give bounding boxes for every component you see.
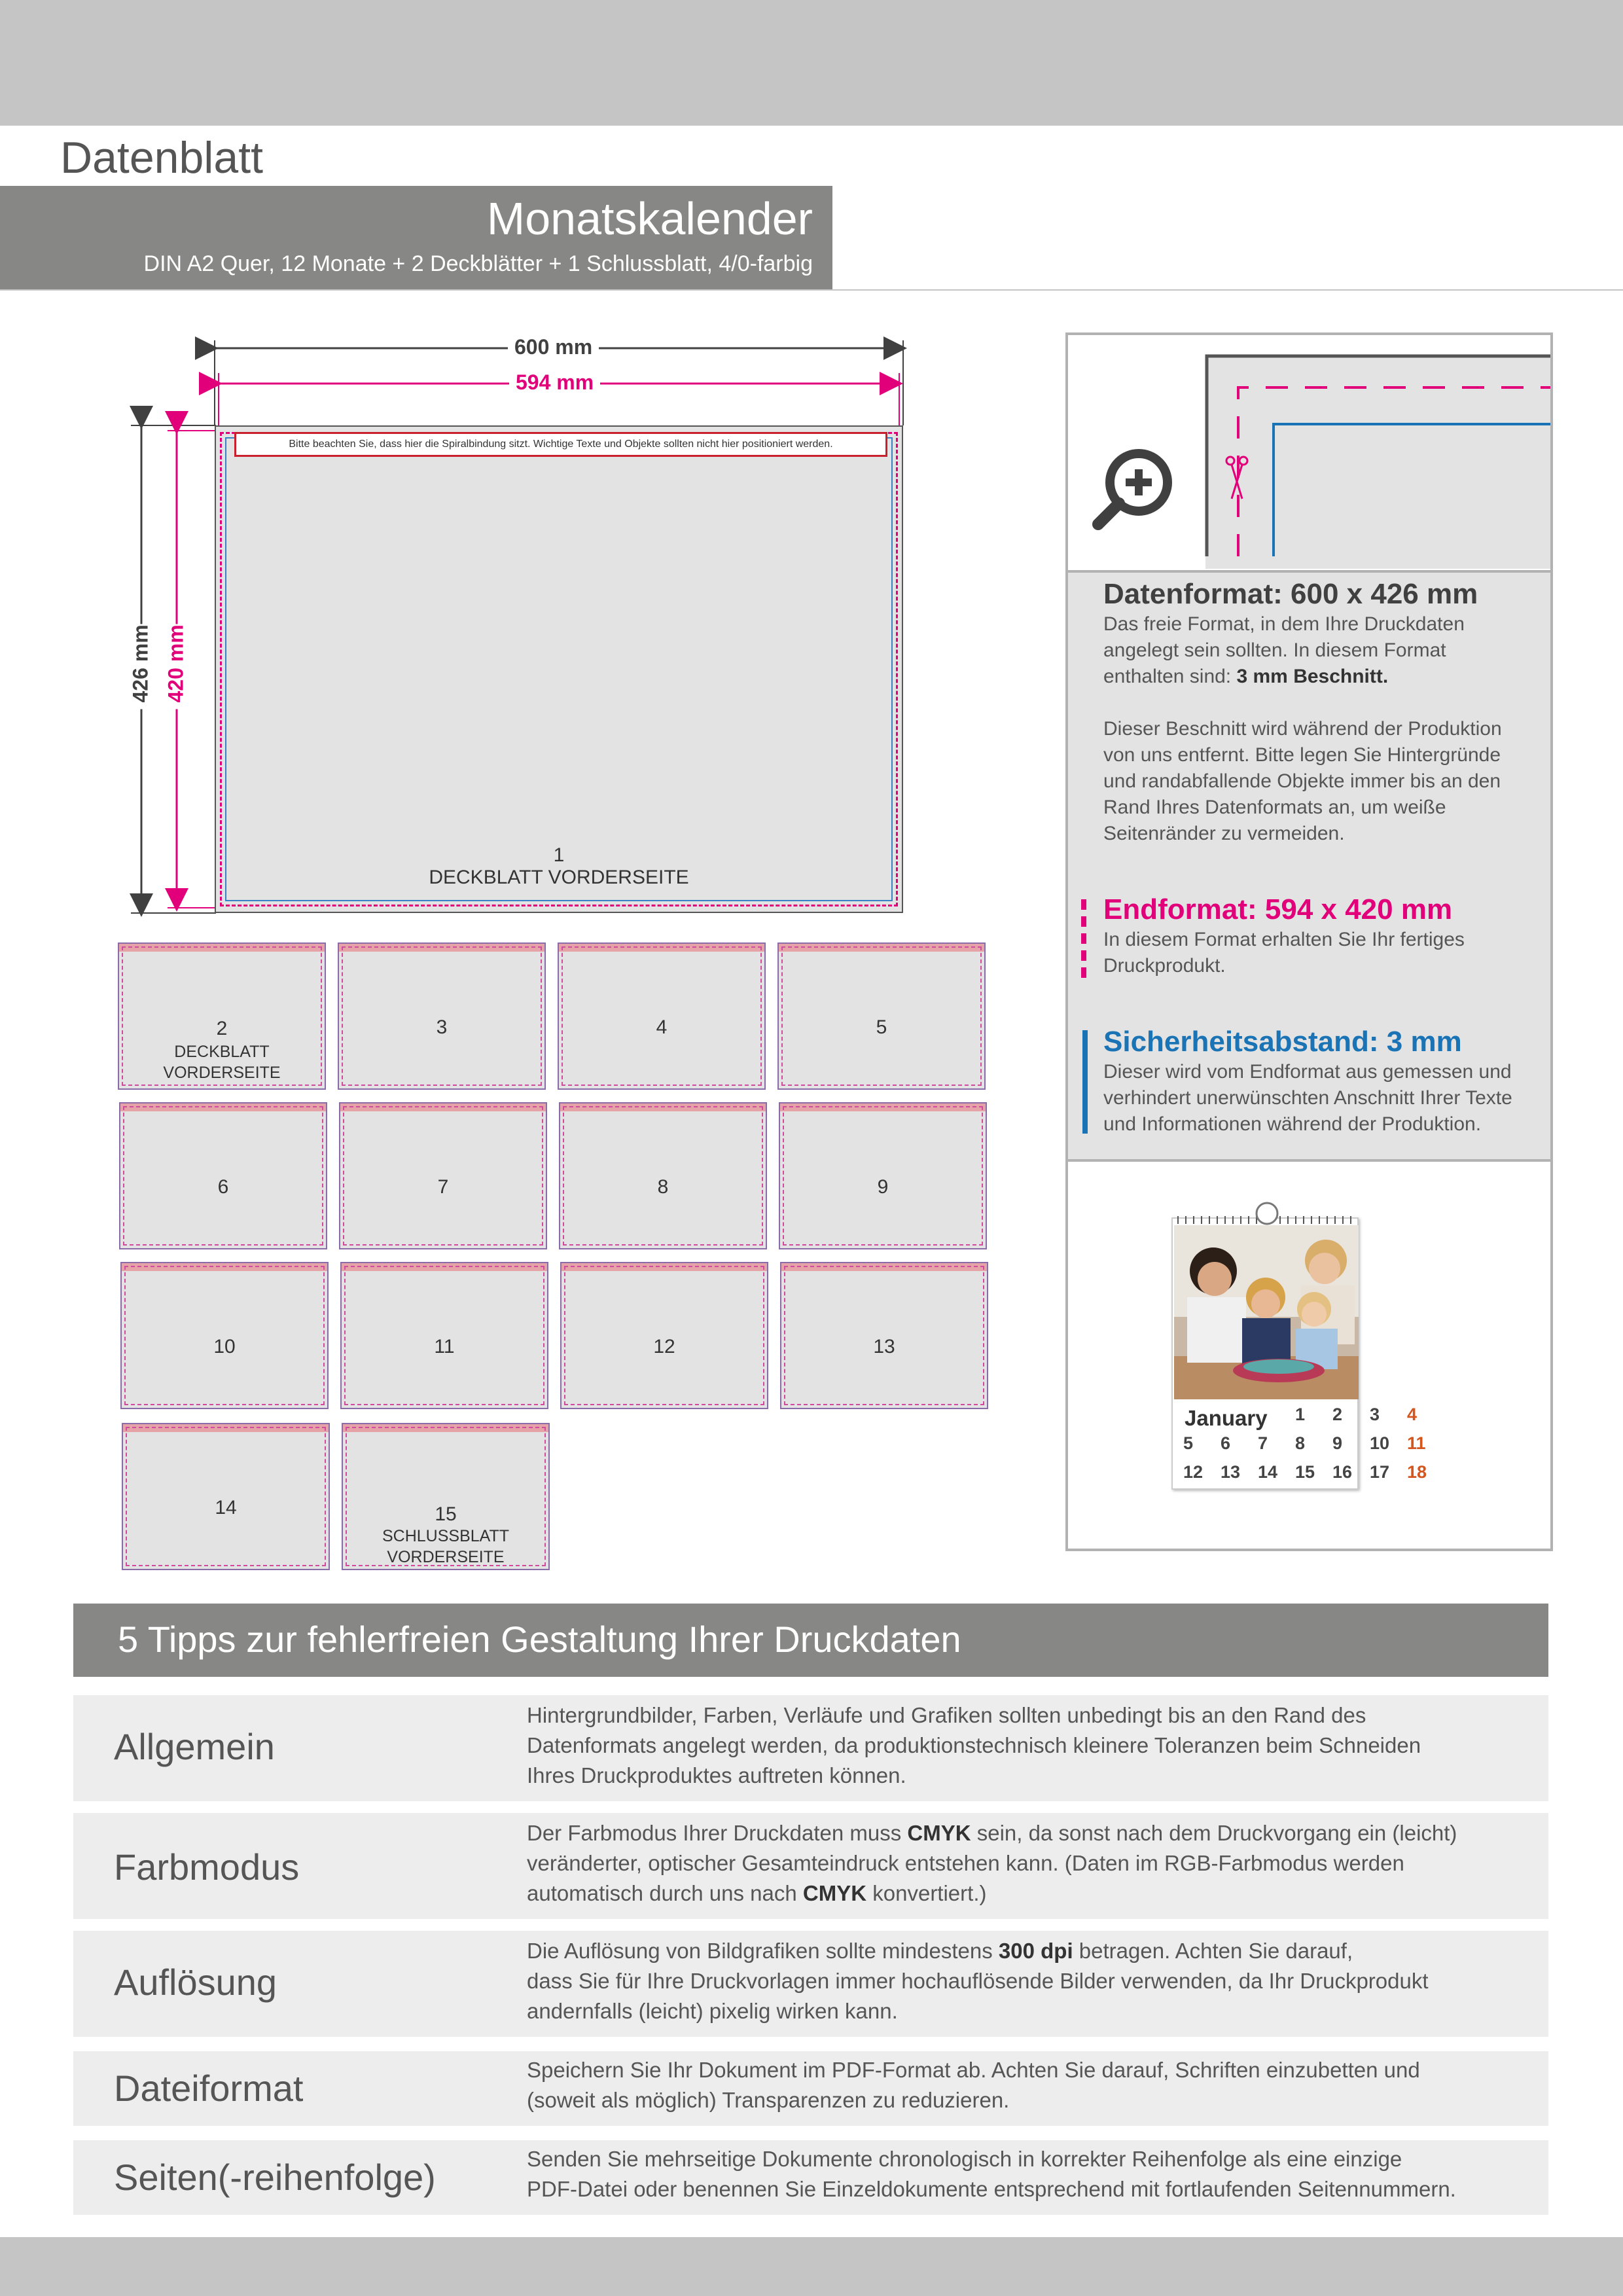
calendar-days: [1171, 1405, 1427, 1496]
magnifier-icon: [1098, 454, 1168, 524]
page-thumb: [339, 1102, 547, 1249]
tips-heading: 5 Tipps zur fehlerfreien Gestaltung Ihrer Druckdaten: [118, 1619, 961, 1660]
datasheet-tab-label: Datenblatt: [60, 133, 263, 183]
page-thumb: [118, 942, 326, 1090]
page-number: 2: [216, 1018, 228, 1039]
calendar-day: 16: [1332, 1462, 1353, 1482]
text-part: automatisch durch uns nach: [527, 1881, 803, 1905]
page-thumb: [122, 1423, 330, 1570]
text-line: In diesem Format erhalten Sie Ihr fertiges: [1103, 929, 1465, 950]
page-number: 13: [873, 1336, 895, 1357]
text-line: Dieser Beschnitt wird während der Produktion: [1103, 718, 1502, 740]
text-line: Seitenränder zu vermeiden.: [1103, 823, 1345, 844]
page-number: 9: [877, 1176, 889, 1198]
text-line: PDF-Datei oder benennen Sie Einzeldokumente entsprechend mit fortlaufenden Seitennummern.: [527, 2177, 1456, 2201]
text-part: sein, da sonst nach dem Druckvorgang ein (leicht): [971, 1821, 1457, 1845]
page-title: Monatskalender: [486, 193, 813, 244]
zoom-detail: [1068, 335, 1550, 569]
text-line: und randabfallende Objekte immer bis an den: [1103, 770, 1501, 792]
page-number: 7: [437, 1176, 449, 1198]
calendar-day: 12: [1183, 1462, 1204, 1482]
tip-row-seiten: [73, 2140, 1548, 2215]
text-line: [527, 1878, 1457, 1909]
page-number: 14: [215, 1497, 237, 1518]
text-part: enthalten sind:: [1103, 666, 1237, 687]
text-line: und Informationen während der Produktion.: [1103, 1113, 1482, 1135]
calendar-day: 10: [1370, 1433, 1390, 1453]
page-number: 3: [436, 1016, 448, 1038]
sicherheit-section: [1103, 1025, 1548, 1138]
tip-key: Dateiformat: [114, 2068, 304, 2109]
tip-row-farbmodus: [73, 1813, 1548, 1919]
title-bar: [0, 186, 832, 289]
page-sub: VORDERSEITE: [163, 1064, 281, 1082]
text-line: dass Sie für Ihre Druckvorlagen immer hochauflösende Bilder verwenden, da Ihr Druckprodukt: [527, 1969, 1429, 1993]
text-line: andernfalls (leicht) pixelig wirken kann.: [527, 1999, 898, 2023]
page-thumb: [559, 1102, 767, 1249]
cover-sheet-label: [215, 844, 903, 889]
text-bold: CMYK: [907, 1821, 971, 1845]
calendar-day: 5: [1183, 1433, 1194, 1453]
text-bold: CMYK: [802, 1881, 867, 1905]
page-thumb: [779, 1102, 987, 1249]
datenformat-section: [1103, 577, 1535, 847]
width-594-label: 594 mm: [509, 370, 600, 395]
safety-margin-outline: [225, 437, 893, 901]
text-line: [527, 1818, 1457, 1848]
page-number: 15: [435, 1503, 457, 1525]
tip-value: [527, 1700, 1421, 1791]
page-thumb: [560, 1262, 768, 1409]
page-thumb: [119, 1102, 327, 1249]
text-bold: 3 mm Beschnitt.: [1236, 666, 1389, 687]
page-thumb: [777, 942, 986, 1090]
page-thumb: [340, 1262, 548, 1409]
cover-sheet-number: 1: [553, 844, 565, 866]
page-sub: VORDERSEITE: [387, 1548, 505, 1566]
bottom-band: [0, 2237, 1623, 2296]
text-line: Ihres Druckproduktes auftreten können.: [527, 1763, 906, 1787]
sicherheit-text: [1103, 1059, 1548, 1138]
calendar-day: 11: [1407, 1433, 1426, 1453]
endformat-title: Endformat: 594 x 420 mm: [1103, 893, 1453, 925]
tip-row-dateiformat: [73, 2051, 1548, 2126]
page-number: 10: [213, 1336, 236, 1357]
tip-key: Seiten(-reihenfolge): [114, 2157, 436, 2198]
text-line: Das freie Format, in dem Ihre Druckdaten: [1103, 613, 1465, 635]
calendar-day: 14: [1258, 1462, 1278, 1482]
datasheet-tab: [0, 126, 326, 186]
datenformat-text: [1103, 611, 1535, 847]
text-part: Der Farbmodus Ihrer Druckdaten muss: [527, 1821, 908, 1845]
text-bold: 300 dpi: [998, 1939, 1073, 1963]
calendar-day: 18: [1407, 1462, 1427, 1482]
calendar-day: 9: [1332, 1433, 1343, 1453]
calendar-day: 8: [1295, 1433, 1306, 1453]
sicherheit-marker: [1082, 1030, 1088, 1134]
text-part: Die Auflösung von Bildgrafiken sollte mindestens: [527, 1939, 999, 1963]
page-number: 4: [656, 1016, 668, 1038]
text-line: [527, 1936, 1429, 1966]
tip-key: Allgemein: [114, 1726, 275, 1767]
text-part: betragen. Achten Sie darauf,: [1073, 1939, 1353, 1963]
width-600-label: 600 mm: [508, 335, 599, 359]
text-line: Speichern Sie Ihr Dokument im PDF-Format ab. Achten Sie darauf, Schriften einzubetten und: [527, 2058, 1420, 2082]
text-line: Druckprodukt.: [1103, 955, 1226, 977]
endformat-section: [1103, 893, 1535, 979]
calendar-month: January: [1185, 1406, 1268, 1430]
text-line: Dieser wird vom Endformat aus gemessen und: [1103, 1061, 1512, 1083]
cover-sheet: [215, 425, 903, 913]
tip-value: [527, 1818, 1457, 1909]
tip-value: [527, 2055, 1420, 2115]
calendar-day: 15: [1295, 1462, 1315, 1482]
page-thumb: [558, 942, 766, 1090]
calendar-day: 7: [1258, 1433, 1268, 1453]
tips-heading-bar: [73, 1604, 1548, 1677]
sicherheit-title: Sicherheitsabstand: 3 mm: [1103, 1026, 1462, 1058]
text-line: Senden Sie mehrseitige Dokumente chronologisch in korrekter Reihenfolge als eine einzige: [527, 2147, 1402, 2171]
text-line: Hintergrundbilder, Farben, Verläufe und Grafiken sollten unbedingt bis an den Rand des: [527, 1703, 1366, 1727]
text-line: Rand Ihres Datenformats an, um weiße: [1103, 797, 1446, 818]
text-line: [1103, 664, 1535, 690]
tip-key: Farbmodus: [114, 1846, 300, 1888]
header-divider: [0, 289, 1623, 291]
text-line: von uns entfernt. Bitte legen Sie Hintergründe: [1103, 744, 1501, 766]
page-number: 12: [653, 1336, 675, 1357]
page-sub: DECKBLATT: [174, 1043, 270, 1061]
calendar-day: 4: [1407, 1405, 1418, 1424]
text-part: konvertiert.): [866, 1881, 987, 1905]
tip-value: [527, 2144, 1456, 2204]
calendar-day: 3: [1370, 1405, 1380, 1424]
text-line: Datenformats angelegt werden, da produktionstechnisch kleinere Toleranzen beim Schneiden: [527, 1733, 1421, 1757]
page-thumb: [342, 1423, 550, 1570]
tip-row-aufloesung: [73, 1931, 1548, 2037]
calendar-day: 13: [1221, 1462, 1241, 1482]
calendar-day: 17: [1370, 1462, 1390, 1482]
page-thumb: [338, 942, 546, 1090]
text-line: angelegt sein sollten. In diesem Format: [1103, 639, 1446, 661]
page-number: 11: [434, 1336, 455, 1357]
text-line: verhindert unerwünschten Anschnitt Ihrer Texte: [1103, 1087, 1512, 1109]
datenformat-title: Datenformat: 600 x 426 mm: [1103, 578, 1478, 610]
endformat-text: [1103, 927, 1535, 979]
page-thumb: [780, 1262, 988, 1409]
hanger-hook: [1254, 1200, 1280, 1227]
cover-sheet-name: DECKBLATT VORDERSEITE: [429, 867, 689, 888]
page-number: 8: [657, 1176, 669, 1198]
calendar-day: 2: [1332, 1405, 1343, 1424]
family-photo: [1174, 1225, 1359, 1399]
height-426-label: 426 mm: [129, 624, 153, 709]
top-band: [0, 0, 1623, 126]
height-420-label: 420 mm: [164, 624, 188, 709]
page-subtitle: DIN A2 Quer, 12 Monate + 2 Deckblätter + 1 Schlussblatt, 4/0-farbig: [143, 251, 813, 276]
tip-key: Auflösung: [114, 1962, 277, 2003]
tip-row-allgemein: [73, 1695, 1548, 1801]
page-sub: SCHLUSSBLATT: [382, 1527, 510, 1545]
text-line: (soweit als möglich) Transparenzen zu reduzieren.: [527, 2088, 1010, 2112]
page-number: 6: [217, 1176, 229, 1198]
text-line: veränderter, optischer Gesamteindruck entstehen kann. (Daten im RGB-Farbmodus werden: [527, 1851, 1404, 1875]
page-thumb: [120, 1262, 329, 1409]
tip-value: [527, 1936, 1429, 2026]
bleed-detail-illustration: [1068, 335, 1550, 569]
endformat-marker: [1081, 899, 1088, 978]
page-number: 5: [876, 1016, 887, 1038]
spiral-binding-notice: Bitte beachten Sie, dass hier die Spiralbindung sitzt. Wichtige Texte und Objekte sollten nicht hier positioniert werden.: [234, 432, 887, 457]
calendar-day: 1: [1295, 1405, 1306, 1424]
calendar-day: 6: [1221, 1433, 1231, 1453]
